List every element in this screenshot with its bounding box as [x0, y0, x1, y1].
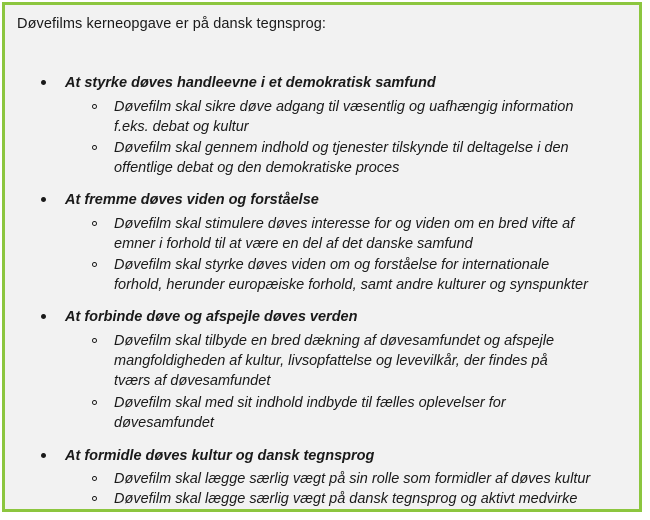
sub-item-line: offentlige debat og den demokratiske proces — [114, 160, 400, 176]
text-box — [2, 2, 642, 512]
sub-item-line: døvesamfundet — [114, 415, 214, 431]
intro-text: Døvefilms kerneopgave er på dansk tegnsprog: — [17, 16, 327, 32]
circle-bullet-icon — [92, 262, 97, 267]
sub-item-line: Døvefilm skal stimulere døves interesse for og viden om en bred vifte af — [114, 216, 575, 232]
bullet-icon — [41, 197, 46, 202]
sub-item-line: Døvefilm skal styrke døves viden om og forståelse for internationale — [114, 257, 550, 273]
circle-bullet-icon — [92, 476, 97, 481]
circle-bullet-icon — [92, 221, 97, 226]
circle-bullet-icon — [92, 496, 97, 501]
bullet-icon — [41, 80, 46, 85]
sub-item-line: mangfoldigheden af kultur, livsopfattelse og levevilkår, der findes på — [114, 353, 548, 369]
sub-item-line: tværs af døvesamfundet — [114, 373, 271, 389]
circle-bullet-icon — [92, 145, 97, 150]
sub-item-line: Døvefilm skal gennem indhold og tjenester tilskynde til deltagelse i den — [114, 140, 569, 156]
sub-item-line: Døvefilm skal lægge særlig vægt på dansk tegnsprog og aktivt medvirke — [114, 491, 578, 507]
circle-bullet-icon — [92, 104, 97, 109]
sub-item-line: emner i forhold til at være en del af det danske samfund — [114, 236, 473, 252]
section-heading: At forbinde døve og afspejle døves verden — [65, 309, 358, 325]
bullet-icon — [41, 453, 46, 458]
section-heading: At formidle døves kultur og dansk tegnsprog — [65, 448, 375, 464]
bullet-icon — [41, 314, 46, 319]
section-heading: At styrke døves handleevne i et demokratisk samfund — [65, 75, 436, 91]
sub-item-line: Døvefilm skal sikre døve adgang til væsentlig og uafhængig information — [114, 99, 574, 115]
sub-item-line: Døvefilm skal tilbyde en bred dækning af døvesamfundet og afspejle — [114, 333, 555, 349]
sub-item-line: Døvefilm skal lægge særlig vægt på sin rolle som formidler af døves kultur — [114, 471, 591, 487]
sub-item-line: f.eks. debat og kultur — [114, 119, 249, 135]
circle-bullet-icon — [92, 400, 97, 405]
circle-bullet-icon — [92, 338, 97, 343]
section-heading: At fremme døves viden og forståelse — [65, 192, 319, 208]
sub-item-line: forhold, herunder europæiske forhold, samt andre kulturer og synspunkter — [114, 277, 588, 293]
sub-item-line: Døvefilm skal med sit indhold indbyde til fælles oplevelser for — [114, 395, 506, 411]
